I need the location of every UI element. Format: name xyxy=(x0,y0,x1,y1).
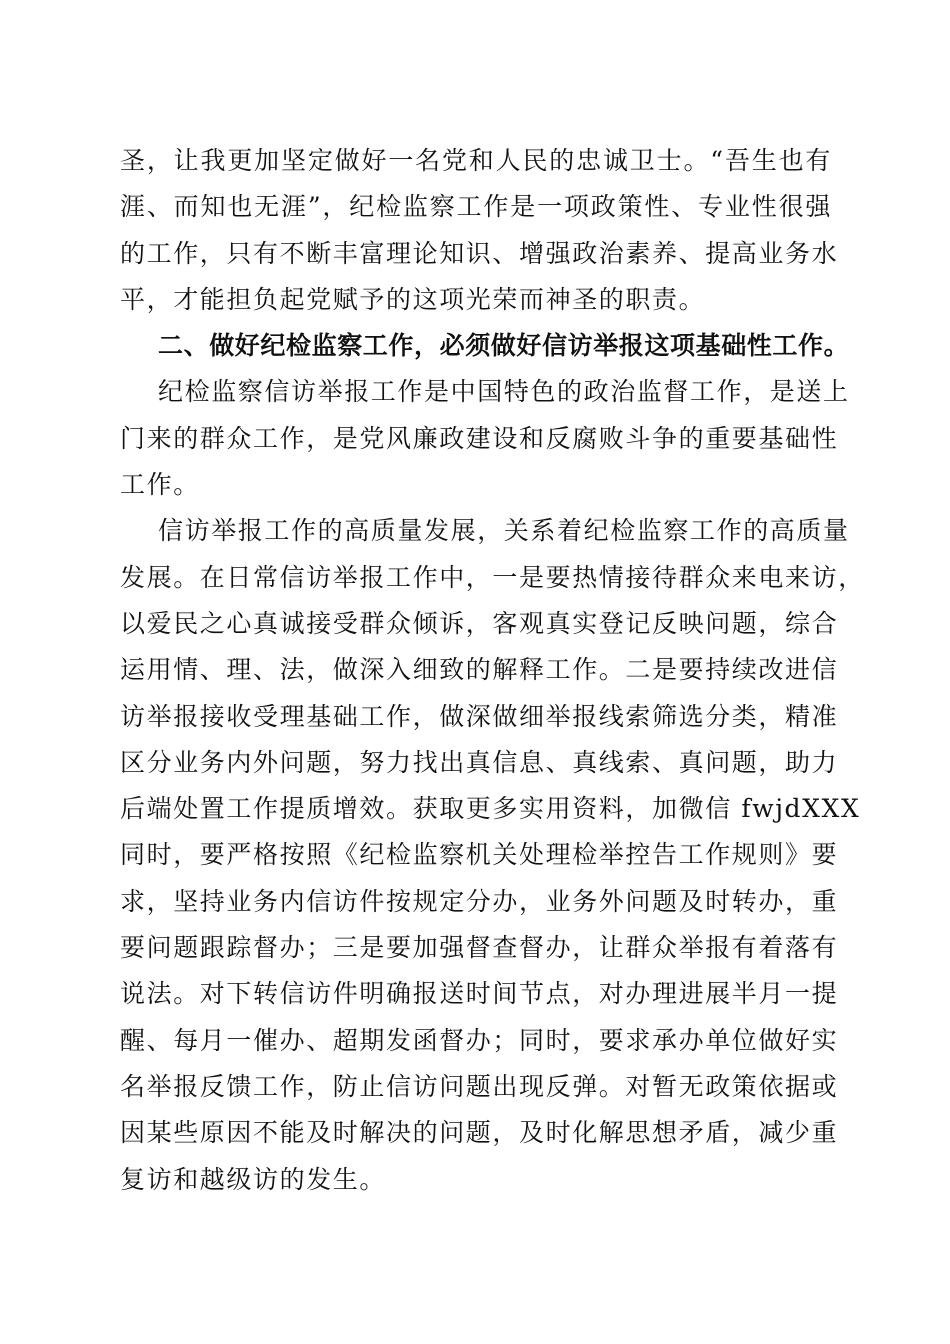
text-line: 信访举报工作的高质量发展，关系着纪检监察工作的高质量 xyxy=(158,516,850,546)
text-line: 平，才能担负起党赋予的这项光荣而神圣的职责。 xyxy=(120,284,706,314)
text-line: 圣，让我更加坚定做好一名党和人民的忠诚卫士。“吾生也有 xyxy=(120,146,832,175)
text-line: 运用情、理、法，做深入细致的解释工作。二是要持续改进信 xyxy=(120,655,839,685)
text-line: 复访和越级访的发生。 xyxy=(120,1164,387,1194)
text-line: 醒、每月一催办、超期发函督办；同时，要求承办单位做好实 xyxy=(120,1025,839,1055)
text-line: 说法。对下转信访件明确报送时间节点，对办理进展半月一提 xyxy=(120,979,839,1009)
text-line: 求，坚持业务内信访件按规定分办，业务外问题及时转办，重 xyxy=(120,886,839,916)
paragraph xyxy=(120,508,865,1202)
text-line: 的工作，只有不断丰富理论知识、增强政治素养、提高业务水 xyxy=(120,238,839,268)
document-body xyxy=(120,138,865,1203)
section-heading: 二、做好纪检监察工作，必须做好信访举报这项基础性工作。 xyxy=(158,331,850,361)
text-line: 名举报反馈工作，防止信访问题出现反弹。对暂无政策依据或 xyxy=(120,1071,839,1101)
text-line: 后端处置工作提质增效。获取更多实用资料，加微信 fwjdXXX xyxy=(120,794,861,824)
text-line: 同时，要严格按照《纪检监察机关处理检举控告工作规则》要 xyxy=(120,840,839,870)
text-line: 门来的群众工作，是党风廉政建设和反腐败斗争的重要基础性 xyxy=(120,423,839,453)
text-line: 访举报接收受理基础工作，做深做细举报线索筛选分类，精准 xyxy=(120,701,839,731)
text-line: 区分业务内外问题，努力找出真信息、真线索、真问题，助力 xyxy=(120,747,839,777)
text-line: 以爱民之心真诚接受群众倾诉，客观真实登记反映问题，综合 xyxy=(120,608,839,638)
text-line: 涯、而知也无涯”，纪检监察工作是一项政策性、专业性很强 xyxy=(120,192,832,222)
text-line: 发展。在日常信访举报工作中，一是要热情接待群众来电来访， xyxy=(120,562,865,592)
text-line: 工作。 xyxy=(120,470,200,500)
text-line: 纪检监察信访举报工作是中国特色的政治监督工作，是送上 xyxy=(158,377,850,407)
paragraph xyxy=(120,138,839,323)
text-line: 因某些原因不能及时解决的问题，及时化解思想矛盾，减少重 xyxy=(120,1118,839,1148)
text-line: 要问题跟踪督办；三是要加强督查督办，让群众举报有着落有 xyxy=(120,933,839,963)
paragraph xyxy=(120,369,850,508)
